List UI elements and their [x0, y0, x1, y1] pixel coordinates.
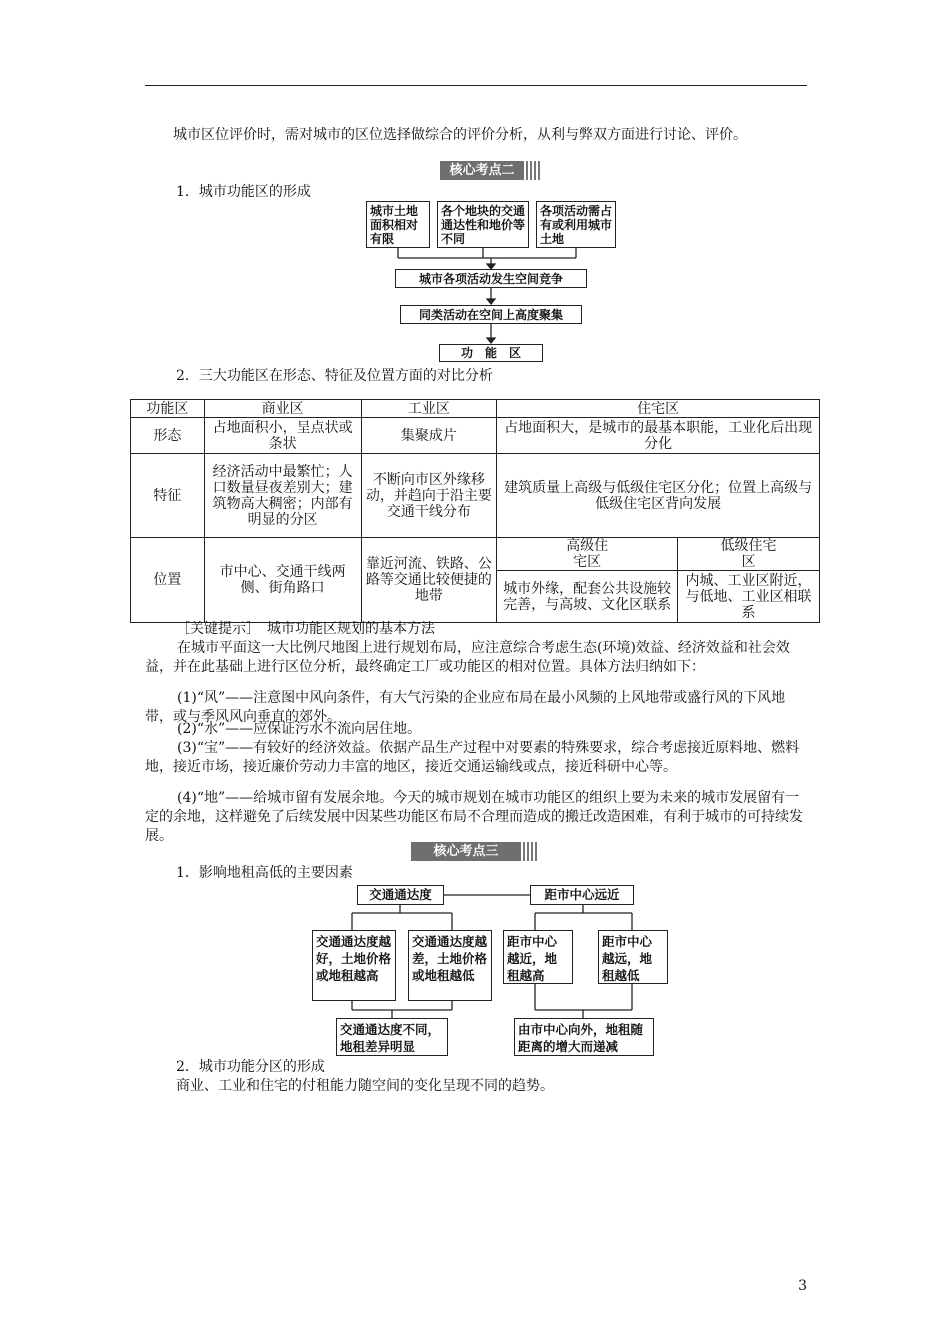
table-header-cell: 商业区	[204, 400, 361, 418]
flow2-box-rent-differs: 交通通达度不同，地租差异明显	[336, 1018, 448, 1056]
section-2-title: 2．三大功能区在形态、特征及位置方面的对比分析	[176, 368, 493, 384]
key-hint-treasure: (3)“宝”——有较好的经济效益。依据产品生产过程中对要素的特殊要求，综合考虑接近原料地、燃料地，接近市场，接近廉价劳动力丰富的地区，接近交通运输线或点，接近科研中心等。	[145, 740, 800, 775]
table-cell: 内城、工业区附近，与低地、工业区相联系	[678, 571, 820, 623]
table-cell: 建筑质量上高级与低级住宅区分化；位置上高级与低级住宅区背向发展	[497, 454, 820, 538]
section-3-title: 1．影响地租高低的主要因素	[176, 865, 353, 881]
flow2-box-distance: 距市中心远近	[530, 885, 634, 905]
table-cell: 形态	[131, 418, 205, 454]
flow2-box-far-center: 距市中心越远，地租越低	[598, 930, 668, 984]
table-cell: 占地面积小，呈点状或条状	[204, 418, 361, 454]
table-cell: 低级住宅区	[678, 538, 820, 571]
table-cell: 靠近河流、铁路、公路等交通比较便捷的地带	[361, 538, 497, 623]
section-badge-3: 核心考点三	[411, 842, 521, 861]
page-number: 3	[798, 1278, 807, 1294]
intro-paragraph: 城市区位评价时，需对城市的区位选择做综合的评价分析，从利与弊双方面进行讨论、评价。	[173, 127, 747, 143]
table-cell: 集聚成片	[361, 418, 497, 454]
section-badge-2: 核心考点二	[440, 161, 524, 180]
flow2-box-good-access: 交通通达度越好，土地价格或地租越高	[312, 930, 396, 1001]
key-hint-water: (2)“水”——应保证污水不流向居住地。	[177, 721, 422, 737]
flow1-box-land-limited: 城市土地面积相对有限	[366, 201, 430, 248]
flow1-box-accessibility: 各个地块的交通通达性和地价等不同	[437, 201, 529, 248]
flow1-box-clustering: 同类活动在空间上高度聚集	[400, 305, 582, 324]
flow1-box-competition: 城市各项活动发生空间竞争	[395, 269, 587, 288]
key-hint-land: (4)“地”——给城市留有发展余地。今天的城市规划在城市功能区的组织上要为未来的城市发展留有一定的余地，这样避免了后续发展中因某些功能区布局不合理而造成的搬迁改造困难，有利于城市的可持续发展。	[145, 790, 803, 844]
table-cell: 城市外缘，配套公共设施较完善，与高坡、文化区联系	[497, 571, 678, 623]
table-cell: 占地面积大，是城市的最基本职能，工业化后出现分化	[497, 418, 820, 454]
table-cell: 高级住宅区	[497, 538, 678, 571]
flow1-box-activities: 各项活动需占有或利用城市土地	[536, 201, 616, 248]
flow2-box-poor-access: 交通通达度越差，土地价格或地租越低	[408, 930, 492, 1001]
table-cell: 经济活动中最繁忙；人口数量昼夜差别大；建筑物高大稠密；内部有明显的分区	[204, 454, 361, 538]
section-4-text: 商业、工业和住宅的付租能力随空间的变化呈现不同的趋势。	[176, 1078, 554, 1094]
table-header-cell: 工业区	[361, 400, 497, 418]
flow2-box-rent-decreases: 由市中心向外，地租随距离的增大而递减	[514, 1018, 654, 1056]
table-header-cell: 住宅区	[497, 400, 820, 418]
section-1-title: 1．城市功能区的形成	[176, 184, 311, 200]
table-cell: 位置	[131, 538, 205, 623]
flow2-box-near-center: 距市中心越近，地租越高	[503, 930, 573, 984]
flow2-box-accessibility: 交通通达度	[357, 885, 444, 905]
flow1-box-functional-zone: 功 能 区	[439, 344, 543, 362]
key-hint-paragraph: 在城市平面这一大比例尺地图上进行规划布局，应注意综合考虑生态(环境)效益、经济效益和社会效益，并在此基础上进行区位分析，最终确定工厂或功能区的相对位置。具体方法归纳如下：	[145, 640, 790, 675]
section-4-title: 2．城市功能分区的形成	[176, 1059, 325, 1075]
table-cell: 不断向市区外缘移动，并趋向于沿主要交通干线分布	[361, 454, 497, 538]
key-hint-title: ［关键提示］ 城市功能区规划的基本方法	[176, 621, 435, 637]
table-cell: 特征	[131, 454, 205, 538]
table-header-cell: 功能区	[131, 400, 205, 418]
table-cell: 市中心、交通干线两侧、街角路口	[204, 538, 361, 623]
key-hint-wind: (1)“风”——注意图中风向条件，有大气污染的企业应布局在最小风频的上风地带或盛行风的下风地带，或与季风风向垂直的郊外。	[145, 690, 786, 725]
